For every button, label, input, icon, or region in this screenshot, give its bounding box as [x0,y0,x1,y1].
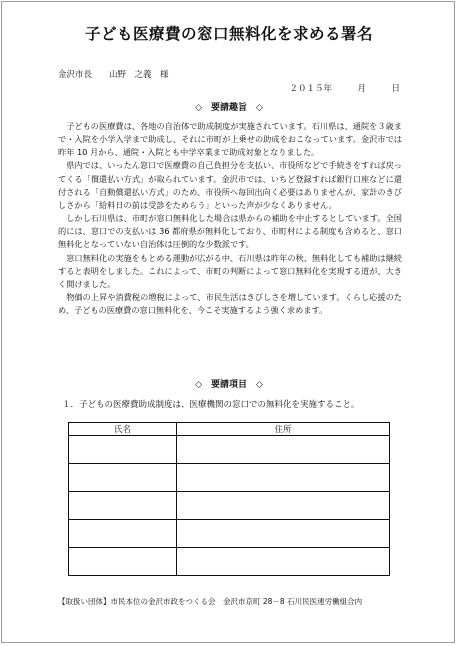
address-cell[interactable] [177,520,390,548]
paragraph-5: 物価の上昇や消費税の増税によって、市民生活はきびしさを増しています。くらし応援のため、子どもの医療費の窓口無料化を、今こそ実施するよう強く求めます。 [58,292,402,316]
paragraph-1: 子どもの医療費は、各地の自治体で助成制度が実施されています。石川県は、通院を３歳まで・入院を小学入学まで助成し、それに市町が上乗せの助成をおこなっています。金沢市では昨年 10 月から、通院・入院とも中学卒業まで助成対象となりました。 [58,121,402,158]
paragraph-2: 県内では、いったん窓口で医療費の自己負担分を支払い、市役所などで手続きをすれば戻ってくる「償還払い方式」が取られています。金沢市では、いちど登録すれば銀行口座などに還付される「自動償還払い方式」のため、市役所へ毎回出向く必要はありませんが、家計のきびしさから「給料日の前は受診をためらう」といった声が少なくありません。 [58,160,402,210]
addressee: 金沢市長 山野 之義 様 [58,70,169,80]
table-row [69,436,390,464]
column-header-name: 氏名 [69,423,177,436]
demands-heading: ◇ 要請項目 ◇ [195,380,263,390]
table-row [69,464,390,492]
signature-table-header [69,423,390,436]
date-line: ２０１５年 月 日 [289,84,400,94]
column-header-address: 住所 [177,423,390,436]
signature-table [68,422,390,576]
address-cell[interactable] [177,548,390,576]
name-cell[interactable] [69,492,177,520]
address-cell[interactable] [177,464,390,492]
purpose-body [58,120,402,317]
table-row [69,548,390,576]
table-row [69,492,390,520]
table-row [69,520,390,548]
name-cell[interactable] [69,520,177,548]
document-title: 子ども医療費の窓口無料化を求める署名 [84,25,373,43]
name-cell[interactable] [69,548,177,576]
footer-organization: 【取扱い団体】市民本位の金沢市政をつくる会 金沢市京町 28－8 石川民医連労働組合内 [58,597,363,606]
purpose-heading: ◇ 要請趣旨 ◇ [195,103,263,113]
address-cell[interactable] [177,436,390,464]
paragraph-4: 窓口無料化の実施をもとめる運動が広がる中、石川県は昨年の秋、無料化しても補助は継続すると表明をしました。これによって、市町の判断によって窓口無料化を実現する道が、大きく開けました。 [58,252,402,289]
name-cell[interactable] [69,464,177,492]
demand-item: １．子どもの医療費助成制度は、医療機関の窓口での無料化を実施すること。 [62,400,360,410]
paragraph-3: しかし石川県は、市町が窓口無料化した場合は県からの補助を中止するとしています。全国的には、窓口での支払いは 36 都府県が無料化しており、市町村による制度も含めると、窓口無料化となっていない自治体は圧倒的な少数派です。 [58,213,402,250]
address-cell[interactable] [177,492,390,520]
name-cell[interactable] [69,436,177,464]
